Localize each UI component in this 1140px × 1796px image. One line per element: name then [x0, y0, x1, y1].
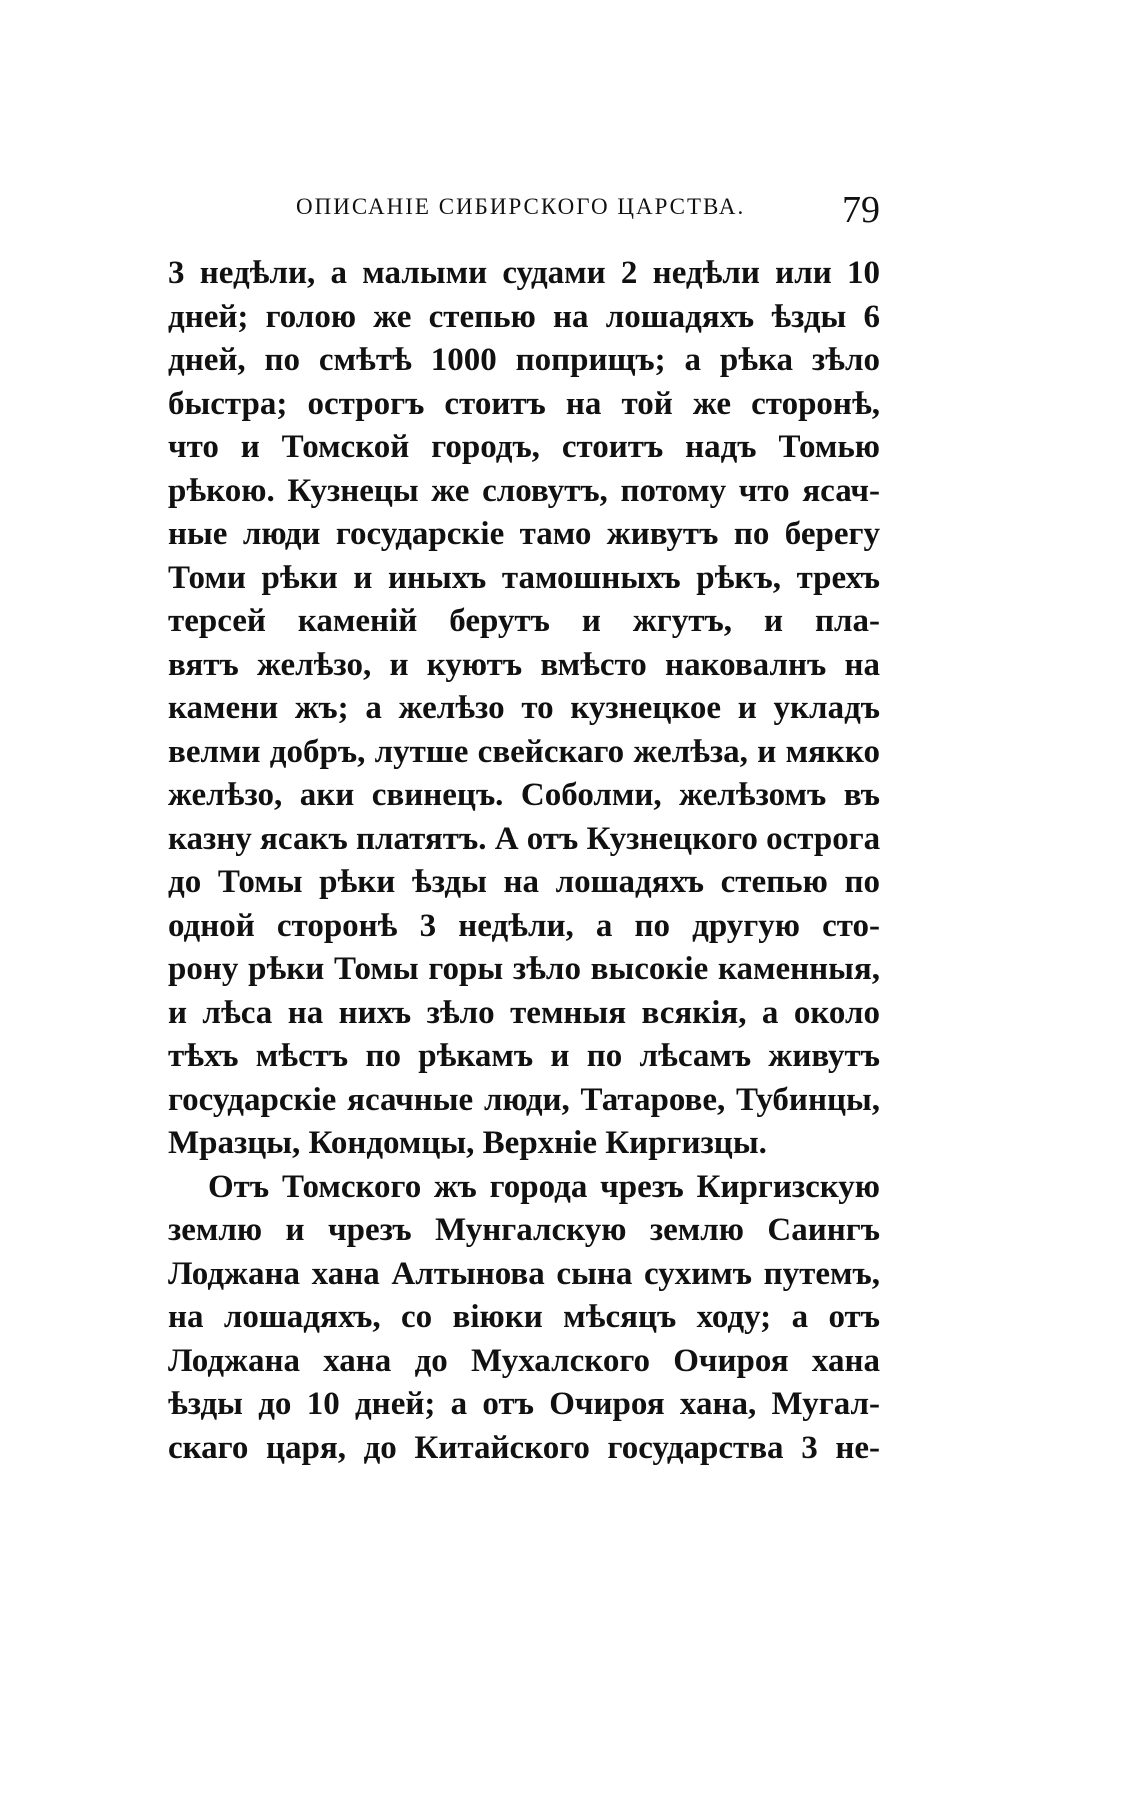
text-line: терсей каменій берутъ и жгутъ, и пла- — [168, 603, 880, 639]
text-line: одной сторонѣ 3 недѣли, а по другую сто- — [168, 907, 880, 944]
paragraph-2 — [168, 1166, 880, 1471]
text-line: вятъ желѣзо, и куютъ вмѣсто наковалнъ на — [168, 646, 880, 683]
text-line: ѣзды до 10 дней; а отъ Очироя хана, Мугал- — [168, 1386, 880, 1422]
text-line: дней, по смѣтѣ 1000 поприщъ; а рѣка зѣло — [168, 342, 880, 378]
text-line: Лоджана хана до Мухалского Очироя хана — [168, 1342, 880, 1379]
running-title: ОПИСАНІЕ СИБИРСКОГО ЦАРСТВА. — [296, 194, 746, 219]
text-line: Отъ Томского жъ города чрезъ Киргизскую — [208, 1168, 880, 1205]
text-line: скаго царя, до Китайского государства 3 не- — [168, 1429, 880, 1466]
text-line: Лоджана хана Алтынова сына сухимъ путемъ, — [168, 1255, 880, 1292]
text-line: и лѣса на нихъ зѣло темныя всякія, а около — [168, 994, 880, 1031]
text-line: велми добръ, лутше свейскаго желѣза, и мякко — [168, 733, 880, 770]
text-line: рону рѣки Томы горы зѣло высокіе каменныя, — [168, 951, 880, 987]
text-line: Мразцы, Кондомцы, Верхніе Киргизцы. — [168, 1125, 767, 1161]
text-line: землю и чрезъ Мунгалскую землю Саингъ — [168, 1212, 880, 1248]
text-line: государскіе ясачные люди, Татарове, Тубинцы, — [168, 1081, 880, 1118]
text-line: желѣзо, аки свинецъ. Соболми, желѣзомъ въ — [168, 777, 880, 813]
text-line: дней; голою же степью на лошадяхъ ѣзды 6 — [168, 298, 880, 335]
text-line: ные люди государскіе тамо живутъ по берегу — [168, 516, 880, 552]
text-line: Томи рѣки и иныхъ тамошныхъ рѣкъ, трехъ — [168, 559, 880, 596]
text-line: быстра; острогъ стоитъ на той же сторонѣ, — [168, 385, 880, 422]
text-line: камени жъ; а желѣзо то кузнецкое и укладъ — [168, 690, 880, 726]
text-line: 3 недѣли, а малыми судами 2 недѣли или 10 — [168, 255, 880, 291]
text-line: на лошадяхъ, со віюки мѣсяцъ ходу; а отъ — [168, 1299, 880, 1335]
text-line: рѣкою. Кузнецы же словутъ, потому что ясач- — [168, 472, 880, 509]
paragraph-1 — [168, 252, 880, 1166]
text-line: что и Томской городъ, стоитъ надъ Томью — [168, 429, 880, 465]
text-line: до Томы рѣки ѣзды на лошадяхъ степью по — [168, 864, 880, 900]
body-text — [168, 252, 880, 1470]
text-line: казну ясакъ платятъ. А отъ Кузнецкого острога — [168, 820, 881, 857]
page-number: 79 — [842, 189, 880, 231]
running-head — [168, 188, 880, 232]
text-line: тѣхъ мѣстъ по рѣкамъ и по лѣсамъ живутъ — [168, 1038, 880, 1074]
